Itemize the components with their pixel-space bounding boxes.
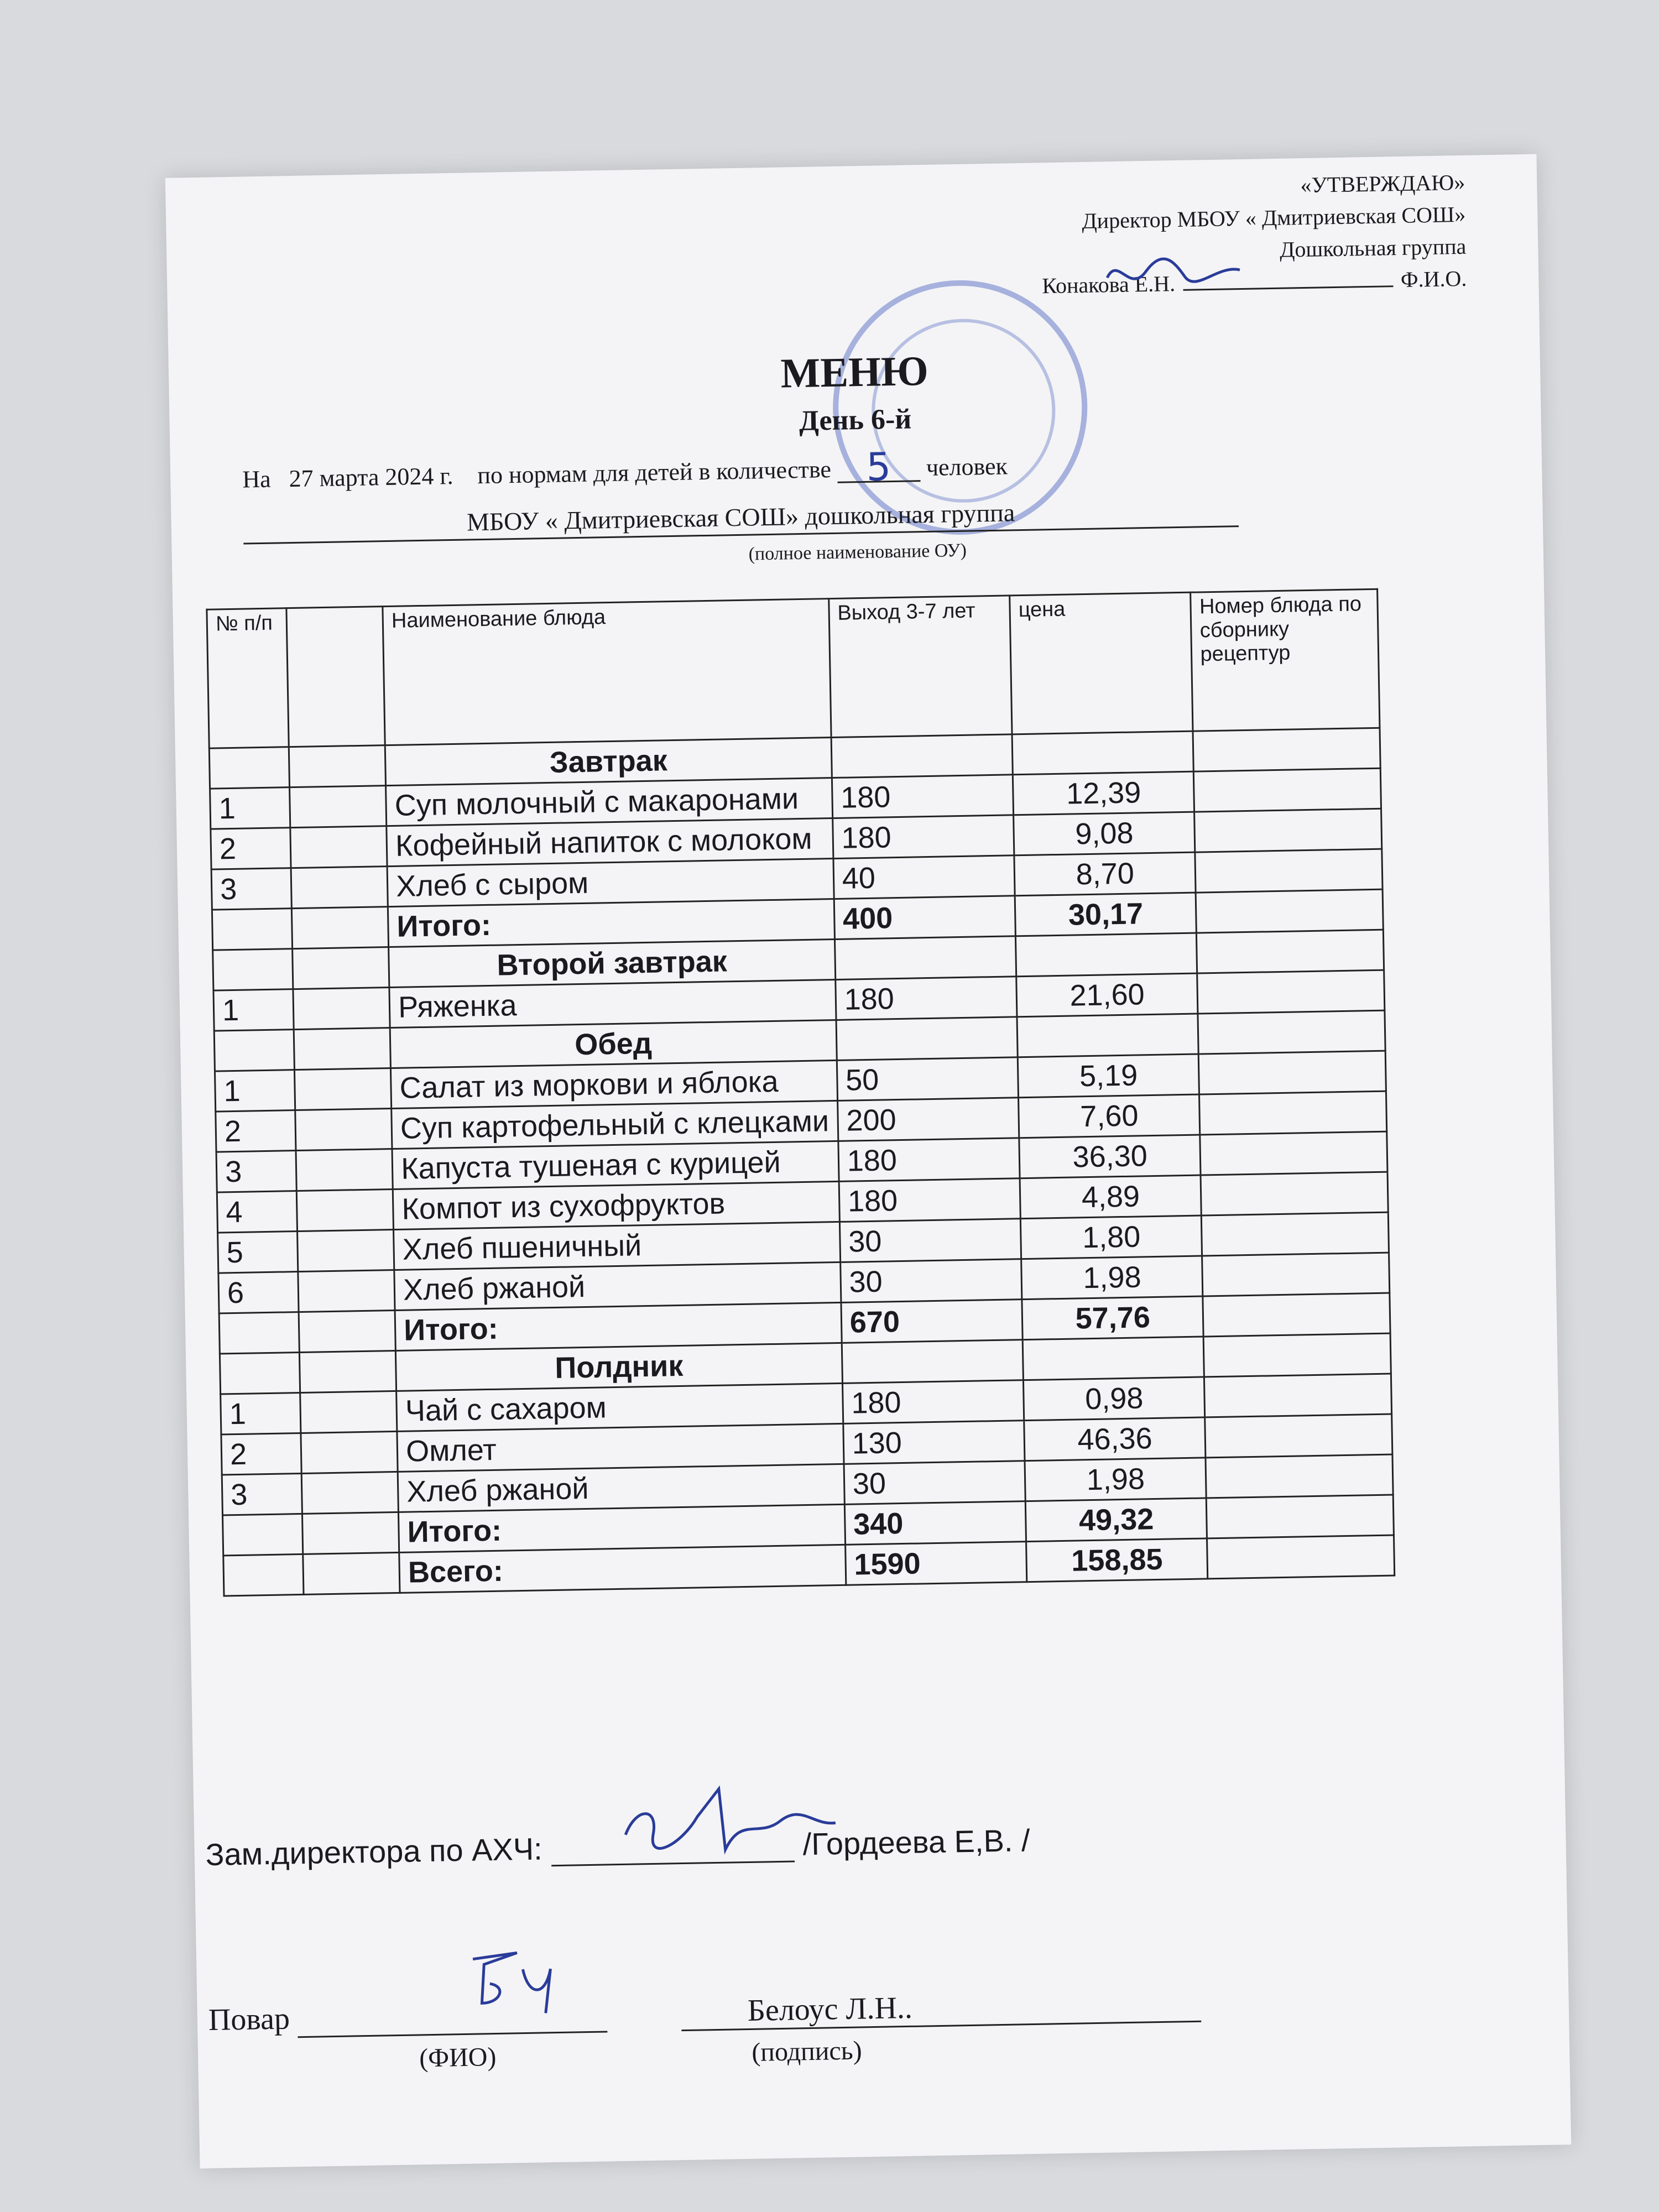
- approval-heading: «УТВЕРЖДАЮ»: [1300, 169, 1465, 198]
- cell-number: 2: [221, 1433, 301, 1474]
- cell-dish-name: Итого:: [399, 1504, 846, 1552]
- cell-blank: [301, 1431, 398, 1473]
- cell-blank: [302, 1512, 399, 1554]
- cook-name: Белоус Л.Н..: [681, 1985, 1201, 2031]
- cell-dish-name: Суп картофельный с клецками: [392, 1100, 838, 1149]
- cell-recipe: [1207, 1535, 1395, 1579]
- cell-output: 200: [837, 1098, 1019, 1141]
- cell-output: 180: [842, 1380, 1024, 1424]
- cell-recipe: [1200, 1131, 1387, 1175]
- cell-blank: [303, 1552, 400, 1594]
- page-title: МЕНЮ: [780, 347, 929, 397]
- cell-output: 180: [832, 775, 1014, 818]
- cell-dish-name: Итого:: [388, 899, 834, 947]
- approval-line2: Дошкольная группа: [1279, 233, 1467, 262]
- caption-fio: (ФИО): [419, 2042, 497, 2073]
- cell-number: 1: [215, 1070, 295, 1112]
- cell-price: 5,19: [1018, 1054, 1199, 1098]
- cell-recipe: [1204, 1374, 1392, 1417]
- cell-dish-name: Чай с сахаром: [397, 1383, 843, 1431]
- cell-price: [1016, 933, 1198, 977]
- cell-output: 30: [844, 1461, 1026, 1505]
- cell-output: [836, 1017, 1018, 1061]
- col-header-number: № п/п: [207, 608, 289, 748]
- cell-dish-name: Салат из моркови и яблока: [391, 1060, 838, 1108]
- cell-recipe: [1205, 1414, 1392, 1458]
- cell-price: 12,39: [1013, 771, 1194, 815]
- cell-output: 50: [837, 1057, 1019, 1101]
- director-signature-icon: [1095, 242, 1262, 305]
- cell-number: 1: [210, 787, 290, 829]
- cell-dish-name: Хлеб пшеничный: [394, 1222, 841, 1270]
- cell-dish-name: Капуста тушеная с курицей: [392, 1141, 839, 1189]
- cell-recipe: [1202, 1212, 1389, 1256]
- cell-number: 2: [211, 828, 291, 869]
- deputy-signature-icon: [613, 1770, 847, 1868]
- cell-blank: [301, 1472, 399, 1514]
- table-header-row: [207, 589, 1380, 748]
- cell-number: 1: [213, 989, 294, 1031]
- cell-price: 8,70: [1014, 852, 1196, 896]
- cell-number: [219, 1312, 299, 1354]
- cell-dish-name: Ряженка: [389, 979, 836, 1027]
- cell-dish-name: Второй завтрак: [389, 939, 836, 987]
- people-label: человек: [926, 452, 1008, 481]
- cell-dish-name: Обед: [390, 1020, 837, 1068]
- cell-recipe: [1203, 1293, 1390, 1337]
- cell-blank: [290, 826, 388, 868]
- cell-recipe: [1202, 1253, 1390, 1296]
- cell-output: 130: [843, 1421, 1025, 1464]
- cell-output: 180: [836, 977, 1018, 1020]
- cell-price: 1,98: [1025, 1458, 1207, 1501]
- cell-dish-name: Компот из сухофруктов: [393, 1181, 839, 1229]
- cell-price: 1,80: [1020, 1215, 1202, 1259]
- cell-output: 30: [840, 1259, 1022, 1303]
- cell-dish-name: Кофейный напиток с молоком: [387, 818, 833, 867]
- cook-line: [208, 1985, 1201, 2039]
- day-label: День 6-й: [799, 403, 912, 437]
- cell-blank: [298, 1270, 395, 1312]
- cell-recipe: [1195, 849, 1383, 893]
- cell-recipe: [1196, 889, 1384, 933]
- cell-dish-name: Омлет: [397, 1423, 844, 1472]
- col-header-recipe: Номер блюда по сборнику рецептур: [1191, 589, 1380, 731]
- cell-blank: [289, 786, 387, 828]
- cell-recipe: [1199, 1051, 1386, 1094]
- cell-blank: [291, 867, 388, 909]
- cell-recipe: [1194, 808, 1382, 852]
- approval-fio: Ф.И.О.: [1400, 265, 1467, 292]
- cell-price: 36,30: [1019, 1135, 1201, 1178]
- cell-number: 3: [211, 868, 291, 910]
- approval-name: Конакова Е.Н.: [1041, 271, 1176, 299]
- cell-recipe: [1197, 970, 1385, 1014]
- signature-captions: [419, 2035, 862, 2073]
- cell-number: 3: [216, 1151, 296, 1192]
- cell-dish-name: Хлеб ржаной: [394, 1262, 841, 1310]
- menu-date: 27 марта 2024 г.: [289, 462, 453, 493]
- cell-price: 57,76: [1022, 1296, 1204, 1340]
- cell-output: 1590: [845, 1542, 1027, 1585]
- cell-recipe: [1194, 768, 1381, 812]
- cell-number: 3: [222, 1473, 302, 1515]
- document-page: [165, 154, 1571, 2169]
- approval-line1: Директор МБОУ « Дмитриевская СОШ»: [1082, 201, 1466, 233]
- cell-number: [213, 949, 293, 990]
- cell-number: [214, 1030, 294, 1071]
- table-body: [209, 728, 1394, 1596]
- deputy-label: Зам.директора по АХЧ:: [205, 1831, 543, 1872]
- cook-signature-icon: [451, 1941, 573, 2021]
- norm-text: по нормам для детей в количестве: [477, 455, 832, 489]
- cell-number: [209, 747, 289, 789]
- cell-number: 4: [217, 1191, 297, 1233]
- cell-output: 40: [833, 855, 1015, 899]
- children-count: 5: [837, 452, 920, 483]
- cell-recipe: [1193, 728, 1380, 771]
- cell-blank: [297, 1229, 394, 1271]
- cell-number: 6: [218, 1272, 299, 1313]
- cell-blank: [292, 947, 389, 989]
- cell-number: [220, 1353, 300, 1394]
- cell-blank: [299, 1350, 397, 1392]
- cell-price: 1,98: [1021, 1256, 1203, 1300]
- cell-output: 180: [839, 1178, 1021, 1222]
- cell-dish-name: Хлеб ржаной: [398, 1464, 844, 1512]
- cell-recipe: [1201, 1172, 1388, 1215]
- cell-dish-name: Итого:: [395, 1302, 842, 1350]
- cell-blank: [289, 745, 386, 787]
- col-header-price: цена: [1010, 592, 1193, 734]
- cell-price: [1017, 1014, 1199, 1057]
- date-prefix: На: [242, 465, 272, 493]
- cell-blank: [295, 1109, 393, 1151]
- cell-price: 46,36: [1024, 1417, 1206, 1461]
- cell-dish-name: Завтрак: [385, 738, 832, 786]
- deputy-name: /Гордеева Е,В. /: [802, 1823, 1031, 1862]
- cell-number: 1: [221, 1392, 301, 1434]
- organization-name: МБОУ « Дмитриевская СОШ» дошкольная группа: [243, 494, 1239, 544]
- cell-output: [842, 1340, 1024, 1384]
- cell-recipe: [1199, 1091, 1387, 1135]
- menu-table: [206, 588, 1395, 1597]
- cell-price: [1012, 731, 1194, 775]
- col-header-blank: [286, 607, 385, 747]
- cell-output: 30: [839, 1219, 1021, 1262]
- cell-blank: [291, 907, 389, 949]
- cell-output: 340: [844, 1501, 1026, 1545]
- cell-recipe: [1206, 1454, 1393, 1498]
- cell-price: 158,85: [1026, 1538, 1208, 1582]
- cell-price: 4,89: [1020, 1175, 1202, 1219]
- organization-note: (полное наименование ОУ): [748, 540, 967, 565]
- cell-dish-name: Суп молочный с макаронами: [386, 778, 833, 826]
- cell-number: [212, 909, 292, 950]
- cell-number: 5: [218, 1232, 298, 1273]
- cell-recipe: [1197, 930, 1384, 973]
- cell-blank: [299, 1310, 396, 1352]
- cell-price: 30,17: [1015, 893, 1197, 936]
- cell-price: 49,32: [1025, 1498, 1207, 1542]
- cell-blank: [296, 1190, 394, 1232]
- cook-label: Повар: [208, 2001, 290, 2038]
- cell-price: 9,08: [1014, 812, 1196, 855]
- cell-output: 400: [834, 896, 1016, 940]
- cell-output: 180: [832, 815, 1014, 859]
- cell-output: [834, 936, 1016, 980]
- cell-blank: [294, 1028, 391, 1070]
- cell-output: 670: [841, 1300, 1023, 1343]
- cell-recipe: [1204, 1333, 1391, 1377]
- cell-blank: [293, 988, 390, 1030]
- cell-price: [1022, 1337, 1204, 1380]
- caption-signature: (подпись): [751, 2036, 863, 2067]
- cell-price: 7,60: [1019, 1094, 1201, 1138]
- cell-number: [222, 1514, 302, 1555]
- cell-output: [831, 734, 1013, 778]
- cell-blank: [300, 1391, 397, 1433]
- cell-dish-name: Полдник: [396, 1343, 843, 1391]
- cell-blank: [294, 1068, 392, 1110]
- cell-price: 21,60: [1016, 973, 1198, 1017]
- cell-output: 180: [838, 1138, 1020, 1182]
- cell-dish-name: Хлеб с сыром: [387, 859, 834, 907]
- cell-recipe: [1198, 1010, 1385, 1054]
- cell-number: 2: [216, 1110, 296, 1152]
- col-header-dish: Наименование блюда: [383, 599, 831, 745]
- col-header-output: Выход 3-7 лет: [828, 596, 1012, 738]
- cell-blank: [296, 1149, 393, 1191]
- cell-dish-name: Всего:: [399, 1545, 846, 1593]
- cell-price: 0,98: [1024, 1377, 1206, 1421]
- cell-recipe: [1207, 1495, 1394, 1538]
- cell-number: [223, 1554, 304, 1595]
